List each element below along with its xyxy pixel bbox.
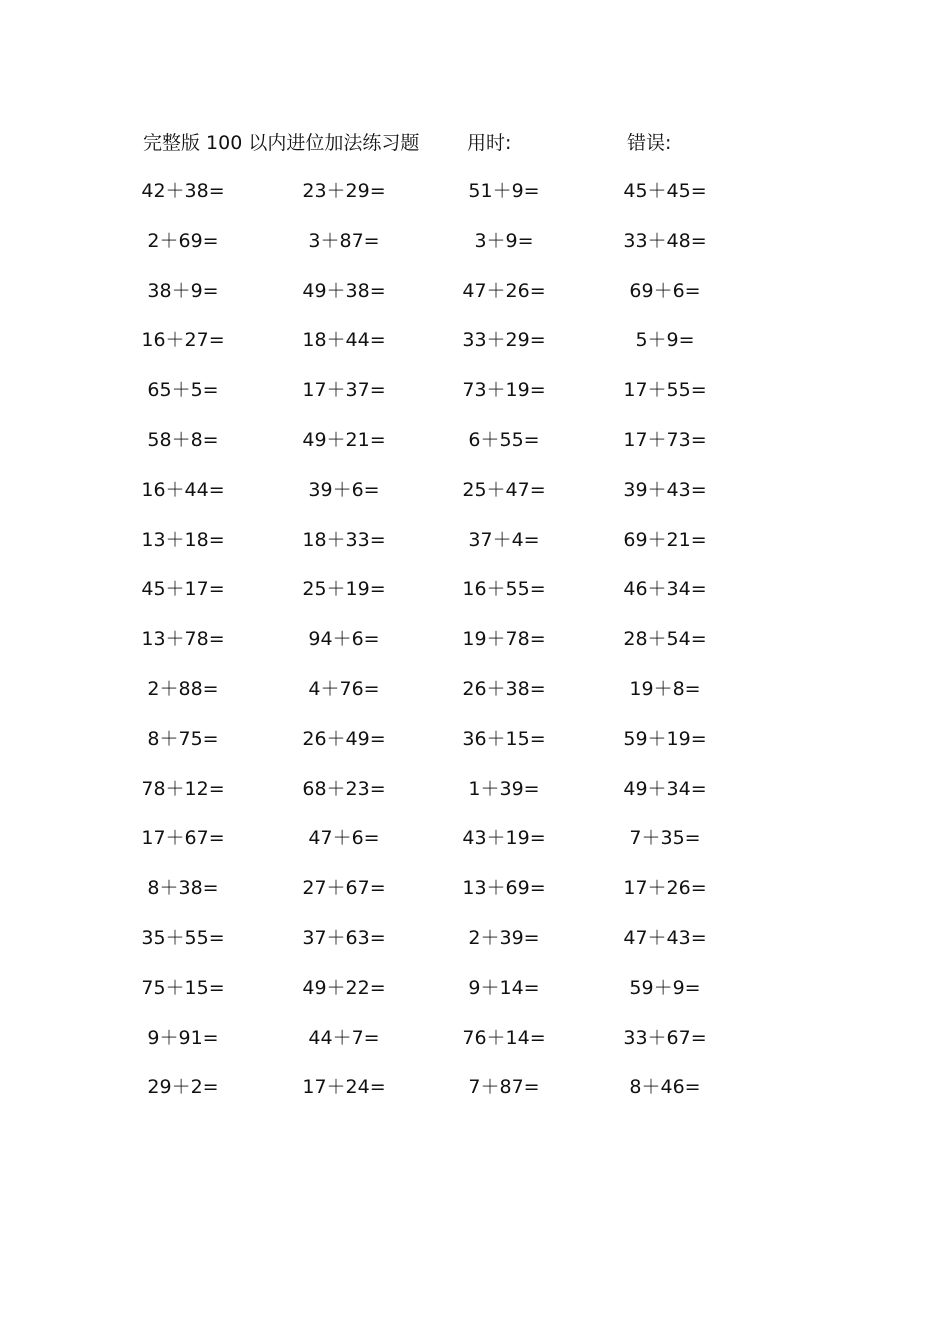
problem-item: 26＋38=: [462, 677, 546, 700]
problem-item: 33＋67=: [623, 1026, 707, 1049]
problem-item: 16＋55=: [462, 578, 546, 601]
problem-row: [0, 276, 950, 326]
problem-row: [0, 923, 950, 973]
problem-item: 17＋37=: [302, 379, 386, 402]
problem-row: [0, 973, 950, 1023]
problem-item: 59＋19=: [623, 727, 707, 750]
problem-item: 8＋46=: [629, 1076, 701, 1099]
problem-item: 38＋9=: [147, 279, 219, 302]
problem-item: 47＋6=: [308, 827, 380, 850]
problem-item: 45＋17=: [141, 578, 225, 601]
problem-item: 27＋67=: [302, 877, 386, 900]
problem-item: 6＋55=: [468, 428, 540, 451]
problem-row: [0, 325, 950, 375]
problem-item: 49＋22=: [302, 976, 386, 999]
problem-grid: [0, 176, 950, 1122]
problem-item: 17＋24=: [302, 1076, 386, 1099]
problem-row: [0, 574, 950, 624]
problem-item: 94＋6=: [308, 628, 380, 651]
problem-row: [0, 425, 950, 475]
problem-item: 29＋2=: [147, 1076, 219, 1099]
problem-item: 2＋88=: [147, 677, 219, 700]
problem-item: 37＋63=: [302, 926, 386, 949]
problem-item: 3＋87=: [308, 229, 380, 252]
problem-item: 73＋19=: [462, 379, 546, 402]
problem-row: [0, 774, 950, 824]
problem-item: 75＋15=: [141, 976, 225, 999]
problem-item: 17＋73=: [623, 428, 707, 451]
problem-item: 37＋4=: [468, 528, 540, 551]
problem-row: [0, 724, 950, 774]
problem-item: 16＋27=: [141, 329, 225, 352]
problem-item: 19＋8=: [629, 677, 701, 700]
problem-item: 9＋91=: [147, 1026, 219, 1049]
problem-item: 16＋44=: [141, 478, 225, 501]
problem-item: 19＋78=: [462, 628, 546, 651]
problem-item: 28＋54=: [623, 628, 707, 651]
problem-item: 4＋76=: [308, 677, 380, 700]
problem-item: 13＋78=: [141, 628, 225, 651]
problem-item: 17＋55=: [623, 379, 707, 402]
problem-item: 39＋43=: [623, 478, 707, 501]
problem-row: [0, 823, 950, 873]
problem-row: [0, 375, 950, 425]
problem-row: [0, 525, 950, 575]
problem-row: [0, 674, 950, 724]
problem-item: 2＋69=: [147, 229, 219, 252]
problem-item: 58＋8=: [147, 428, 219, 451]
problem-row: [0, 873, 950, 923]
problem-item: 78＋12=: [141, 777, 225, 800]
problem-row: [0, 475, 950, 525]
problem-item: 49＋34=: [623, 777, 707, 800]
problem-item: 46＋34=: [623, 578, 707, 601]
time-used-label: 用时:: [467, 132, 512, 154]
problem-item: 47＋43=: [623, 926, 707, 949]
problem-item: 76＋14=: [462, 1026, 546, 1049]
problem-item: 3＋9=: [474, 229, 534, 252]
problem-item: 18＋33=: [302, 528, 386, 551]
problem-item: 17＋67=: [141, 827, 225, 850]
error-count-label: 错误:: [627, 132, 672, 154]
problem-item: 9＋14=: [468, 976, 540, 999]
problem-item: 39＋6=: [308, 478, 380, 501]
problem-item: 59＋9=: [629, 976, 701, 999]
problem-item: 8＋38=: [147, 877, 219, 900]
problem-item: 42＋38=: [141, 180, 225, 202]
problem-item: 65＋5=: [147, 379, 219, 402]
problem-item: 1＋39=: [468, 777, 540, 800]
problem-row: [0, 1072, 950, 1122]
problem-item: 49＋38=: [302, 279, 386, 302]
problem-item: 17＋26=: [623, 877, 707, 900]
problem-row: [0, 226, 950, 276]
problem-item: 44＋7=: [308, 1026, 380, 1049]
problem-item: 33＋29=: [462, 329, 546, 352]
problem-item: 45＋45=: [623, 180, 707, 202]
problem-row: [0, 176, 950, 226]
problem-item: 5＋9=: [635, 329, 695, 352]
problem-item: 8＋75=: [147, 727, 219, 750]
problem-item: 35＋55=: [141, 926, 225, 949]
problem-item: 69＋6=: [629, 279, 701, 302]
problem-item: 18＋44=: [302, 329, 386, 352]
problem-item: 43＋19=: [462, 827, 546, 850]
problem-item: 26＋49=: [302, 727, 386, 750]
problem-row: [0, 624, 950, 674]
problem-item: 25＋47=: [462, 478, 546, 501]
problem-item: 23＋29=: [302, 180, 386, 202]
problem-item: 25＋19=: [302, 578, 386, 601]
problem-item: 13＋69=: [462, 877, 546, 900]
problem-item: 7＋35=: [629, 827, 701, 850]
problem-item: 49＋21=: [302, 428, 386, 451]
problem-item: 68＋23=: [302, 777, 386, 800]
problem-item: 7＋87=: [468, 1076, 540, 1099]
worksheet-header: [0, 128, 950, 158]
worksheet-title: 完整版 100 以内进位加法练习题: [143, 132, 420, 154]
problem-item: 69＋21=: [623, 528, 707, 551]
problem-item: 2＋39=: [468, 926, 540, 949]
problem-row: [0, 1023, 950, 1073]
problem-item: 13＋18=: [141, 528, 225, 551]
problem-item: 47＋26=: [462, 279, 546, 302]
problem-item: 36＋15=: [462, 727, 546, 750]
problem-item: 33＋48=: [623, 229, 707, 252]
problem-item: 51＋9=: [468, 180, 540, 202]
